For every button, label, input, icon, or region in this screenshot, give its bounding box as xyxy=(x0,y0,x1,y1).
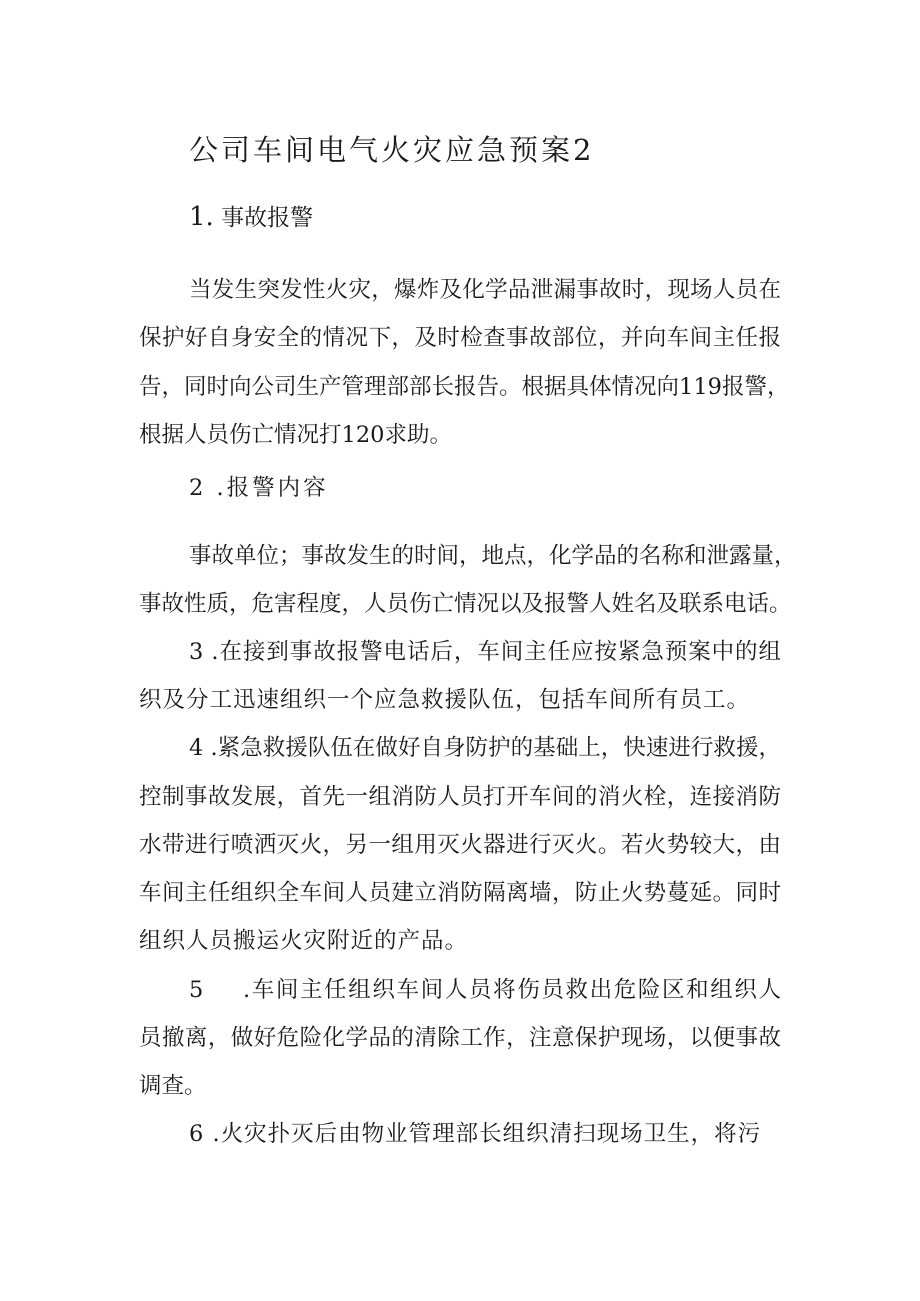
paragraph-1-line-3: 告，同时向公司生产管理部部长报告。根据具体情况向119报警， xyxy=(139,374,790,400)
paragraph-2-line-2: 事故性质，危害程度，人员伤亡情况以及报警人姓名及联系电话。 xyxy=(139,591,792,617)
document-title: 公司车间电气火灾应急预案2 xyxy=(189,133,595,167)
paragraph-5-line-3: 调查。 xyxy=(139,1073,207,1099)
paragraph-5-line-2: 员撤离，做好危险化学品的清除工作，注意保护现场，以便事故 xyxy=(139,1025,781,1051)
paragraph-1-line-2: 保护好自身安全的情况下，及时检查事故部位，并向车间主任报 xyxy=(139,325,781,351)
paragraph-4-line-5: 组织人员搬运火灾附近的产品。 xyxy=(139,928,469,954)
paragraph-1-line-4: 根据人员伤亡情况打120求助。 xyxy=(139,422,452,448)
paragraph-3-line-2: 织及分工迅速组织一个应急救援队伍，包括车间所有员工。 xyxy=(139,687,751,713)
paragraph-6-line-1: 6 .火灾扑灭后由物业管理部长组织清扫现场卫生，将污 xyxy=(189,1121,762,1147)
section-1-number: 1. xyxy=(189,202,214,232)
paragraph-4-line-4: 车间主任组织全车间人员建立消防隔离墙，防止火势蔓延。同时 xyxy=(139,880,781,906)
paragraph-5-number: 5 xyxy=(189,977,204,1003)
paragraph-2-line-1: 事故单位；事故发生的时间，地点，化学品的名称和泄露量， xyxy=(189,543,797,569)
paragraph-1-line-1: 当发生突发性火灾，爆炸及化学品泄漏事故时，现场人员在 xyxy=(189,277,781,303)
paragraph-3-line-1: 3 .在接到事故报警电话后，车间主任应按紧急预案中的组 xyxy=(189,639,781,665)
section-1-title: 事故报警 xyxy=(221,205,314,231)
paragraph-4-line-1: 4 .紧急救援队伍在做好自身防护的基础上，快速进行救援， xyxy=(189,735,781,761)
paragraph-5-line-1: .车间主任组织车间人员将伤员救出危险区和组织人 xyxy=(243,977,781,1003)
paragraph-4-line-3: 水带进行喷洒灭火，另一组用灭火器进行灭火。若火势较大，由 xyxy=(139,832,781,858)
section-1-heading xyxy=(189,204,313,230)
paragraph-4-line-2: 控制事故发展，首先一组消防人员打开车间的消火栓，连接消防 xyxy=(139,784,781,810)
section-2-heading: 2 .报警内容 xyxy=(189,475,329,501)
